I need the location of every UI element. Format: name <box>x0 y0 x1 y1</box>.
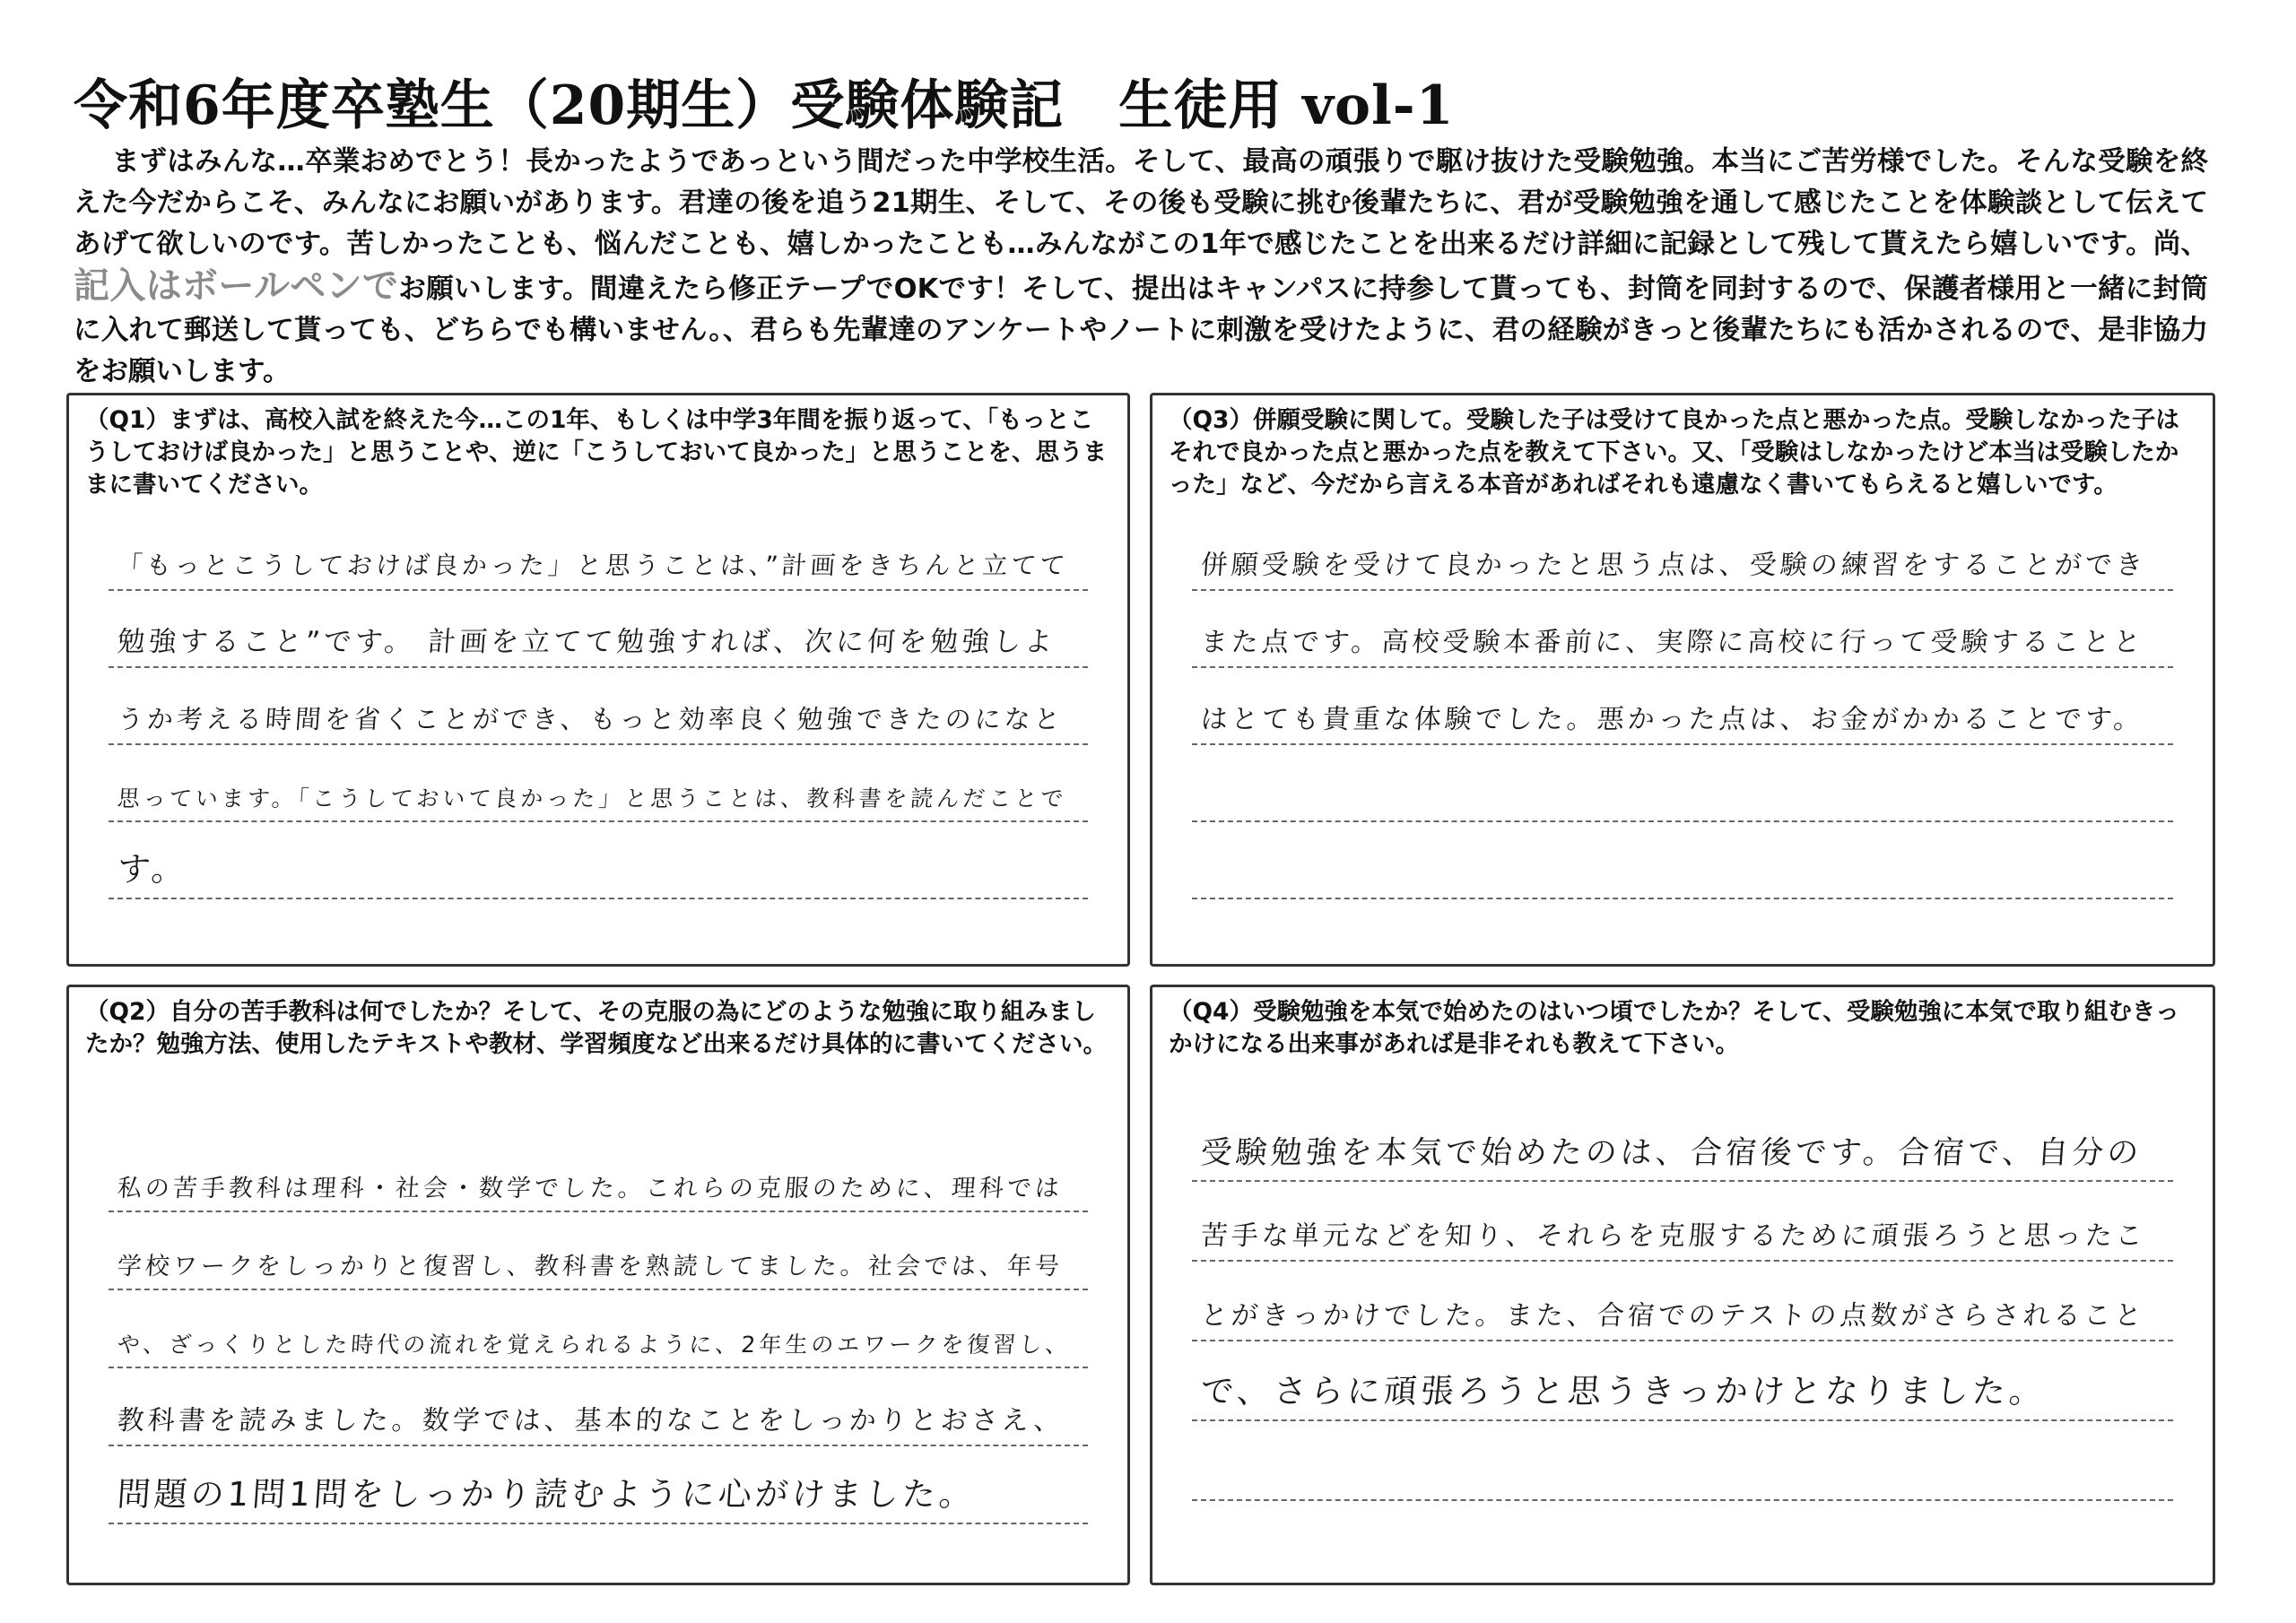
answer-line <box>1192 1262 2173 1341</box>
answer-line <box>109 1446 1088 1524</box>
page-title: 令和6年度卒塾生（20期生）受験体験記 生徒用 vol-1 <box>74 74 1455 137</box>
question-box-q4 <box>1150 985 2215 1585</box>
answer-line <box>109 1290 1088 1368</box>
handwritten-text: で、さらに頑張ろうと思うきっかけとなりました。 <box>1199 1372 2048 1410</box>
answer-line <box>109 1368 1088 1446</box>
handwritten-text: 私の苦手教科は理科・社会・数学でした。これらの克服のために、理科では <box>116 1175 1064 1202</box>
answer-area-q2 <box>109 1134 1088 1524</box>
intro-paragraph <box>74 142 2208 393</box>
answer-line <box>1192 745 2173 822</box>
answer-line <box>109 1212 1088 1290</box>
handwritten-text: 学校ワークをしっかりと復習し、教科書を熟読してました。社会では、年号 <box>116 1253 1064 1280</box>
handwritten-text: はとても貴重な体験でした。悪かった点は、お金がかかることです。 <box>1199 704 2145 735</box>
handwritten-text: や、ざっくりとした時代の流れを覚えられるように、2年生のエワークを復習し、 <box>116 1332 1073 1358</box>
answer-line <box>1192 1341 2173 1421</box>
answer-line <box>1192 1182 2173 1262</box>
handwritten-text: 併願受験を受けて良かったと思う点は、受験の練習をすることができ <box>1199 550 2147 581</box>
question-text-q3: （Q3）併願受験に関して。受験した子は受けて良かった点と悪かった点。受験しなかった子はそれで良かった点と悪かった点を教えて下さい。又、「受験はしなかったけど本当は受験したかった」など、今だから言える本音があればそれも遠慮なく書いてもらえると嬉しいです。 <box>1169 406 2179 499</box>
answer-line <box>1192 668 2173 745</box>
answer-line <box>109 822 1088 899</box>
handwritten-text: うか考える時間を省くことができ、もっと効率良く勉強できたのになと <box>116 704 1065 734</box>
answer-area-q4 <box>1192 1102 2173 1501</box>
handwritten-text: 問題の1問1問をしっかり読むように心がけました。 <box>116 1475 978 1514</box>
handwritten-text: 受験勉強を本気で始めたのは、合宿後です。合宿で、自分の <box>1199 1135 2144 1171</box>
answer-line <box>109 668 1088 745</box>
answer-line <box>1192 514 2173 591</box>
handwritten-text: 思っています。「こうしておいて良かった」と思うことは、教科書を読んだことで <box>116 785 1068 812</box>
answer-line <box>109 1134 1088 1212</box>
handwritten-text: 勉強すること”です。 計画を立てて勉強すれば、次に何を勉強しよ <box>116 626 1057 658</box>
question-text-q1: （Q1）まずは、高校入試を終えた今…この1年、もしくは中学3年間を振り返って、「もっとこうしておけば良かった」と思うことや、逆に「こうしておいて良かった」と思うことを、思うままに書いてください。 <box>85 406 1107 499</box>
answer-line <box>109 745 1088 822</box>
answer-line <box>109 591 1088 668</box>
answer-line <box>1192 822 2173 899</box>
intro-text-before: まずはみんな…卒業おめでとう！長かったようであっという間だった中学校生活。そして、最高の頑張りで駆け抜けた受験勉強。本当にご苦労様でした。そんな受験を終えた今だからこそ、みんなにお願いがあります。君達の後を追う21期生、そして、その後も受験に挑む後輩たちに、君が受験勉強を通して感じたことを体験談として伝えてあげて欲しいのです。苦しかったことも、悩んだことも、嬉しかったことも…みんながこの1年で感じたことを出来るだけ詳細に記録として残して貰えたら嬉しいです。尚、 <box>74 146 2208 260</box>
intro-text-after: お願いします。間違えたら修正テープでOKです！そして、提出はキャンパスに持参して貰っても、封筒を同封するので、保護者様用と一緒に封筒に入れて郵送して貰っても、どちらでも構いません。、君らも先輩達のアンケートやノートに刺激を受けたように、君の経験がきっと後輩たちにも活かされるので、是非協力をお願いします。 <box>74 273 2209 387</box>
answer-area-q3 <box>1192 514 2173 899</box>
handwritten-text: また点です。高校受験本番前に、実際に高校に行って受験することと <box>1199 627 2145 658</box>
handwritten-text: とがきっかけでした。また、合宿でのテストの点数がさらされること <box>1199 1300 2146 1332</box>
question-text-q2: （Q2）自分の苦手教科は何でしたか？そして、その克服の為にどのような勉強に取り組みましたか？勉強方法、使用したテキストや教材、学習頻度など出来るだけ具体的に書いてください。 <box>85 998 1107 1058</box>
question-text-q4: （Q4）受験勉強を本気で始めたのはいつ頃でしたか？そして、受験勉強に本気で取り組むきっかけになる出来事があれば是非それも教えて下さい。 <box>1169 998 2179 1058</box>
answer-line <box>1192 1102 2173 1182</box>
question-box-q1 <box>66 393 1130 967</box>
question-box-q3 <box>1150 393 2215 967</box>
answer-line <box>1192 1421 2173 1501</box>
handwritten-text: 教科書を読みました。数学では、基本的なことをしっかりとおさえ、 <box>116 1405 1065 1436</box>
question-box-q2 <box>66 985 1130 1585</box>
handwritten-text: す。 <box>116 850 190 889</box>
handwritten-text: 苦手な単元などを知り、それらを克服するために頑張ろうと思ったこ <box>1199 1220 2147 1252</box>
answer-line <box>109 514 1088 591</box>
answer-line <box>1192 591 2173 668</box>
handwritten-text: 「もっとこうしておけば良かった」と思うことは、”計画をきちんと立てて <box>116 551 1070 580</box>
intro-emphasis: 記入はボールペンで <box>74 265 399 307</box>
answer-area-q1 <box>109 514 1088 899</box>
